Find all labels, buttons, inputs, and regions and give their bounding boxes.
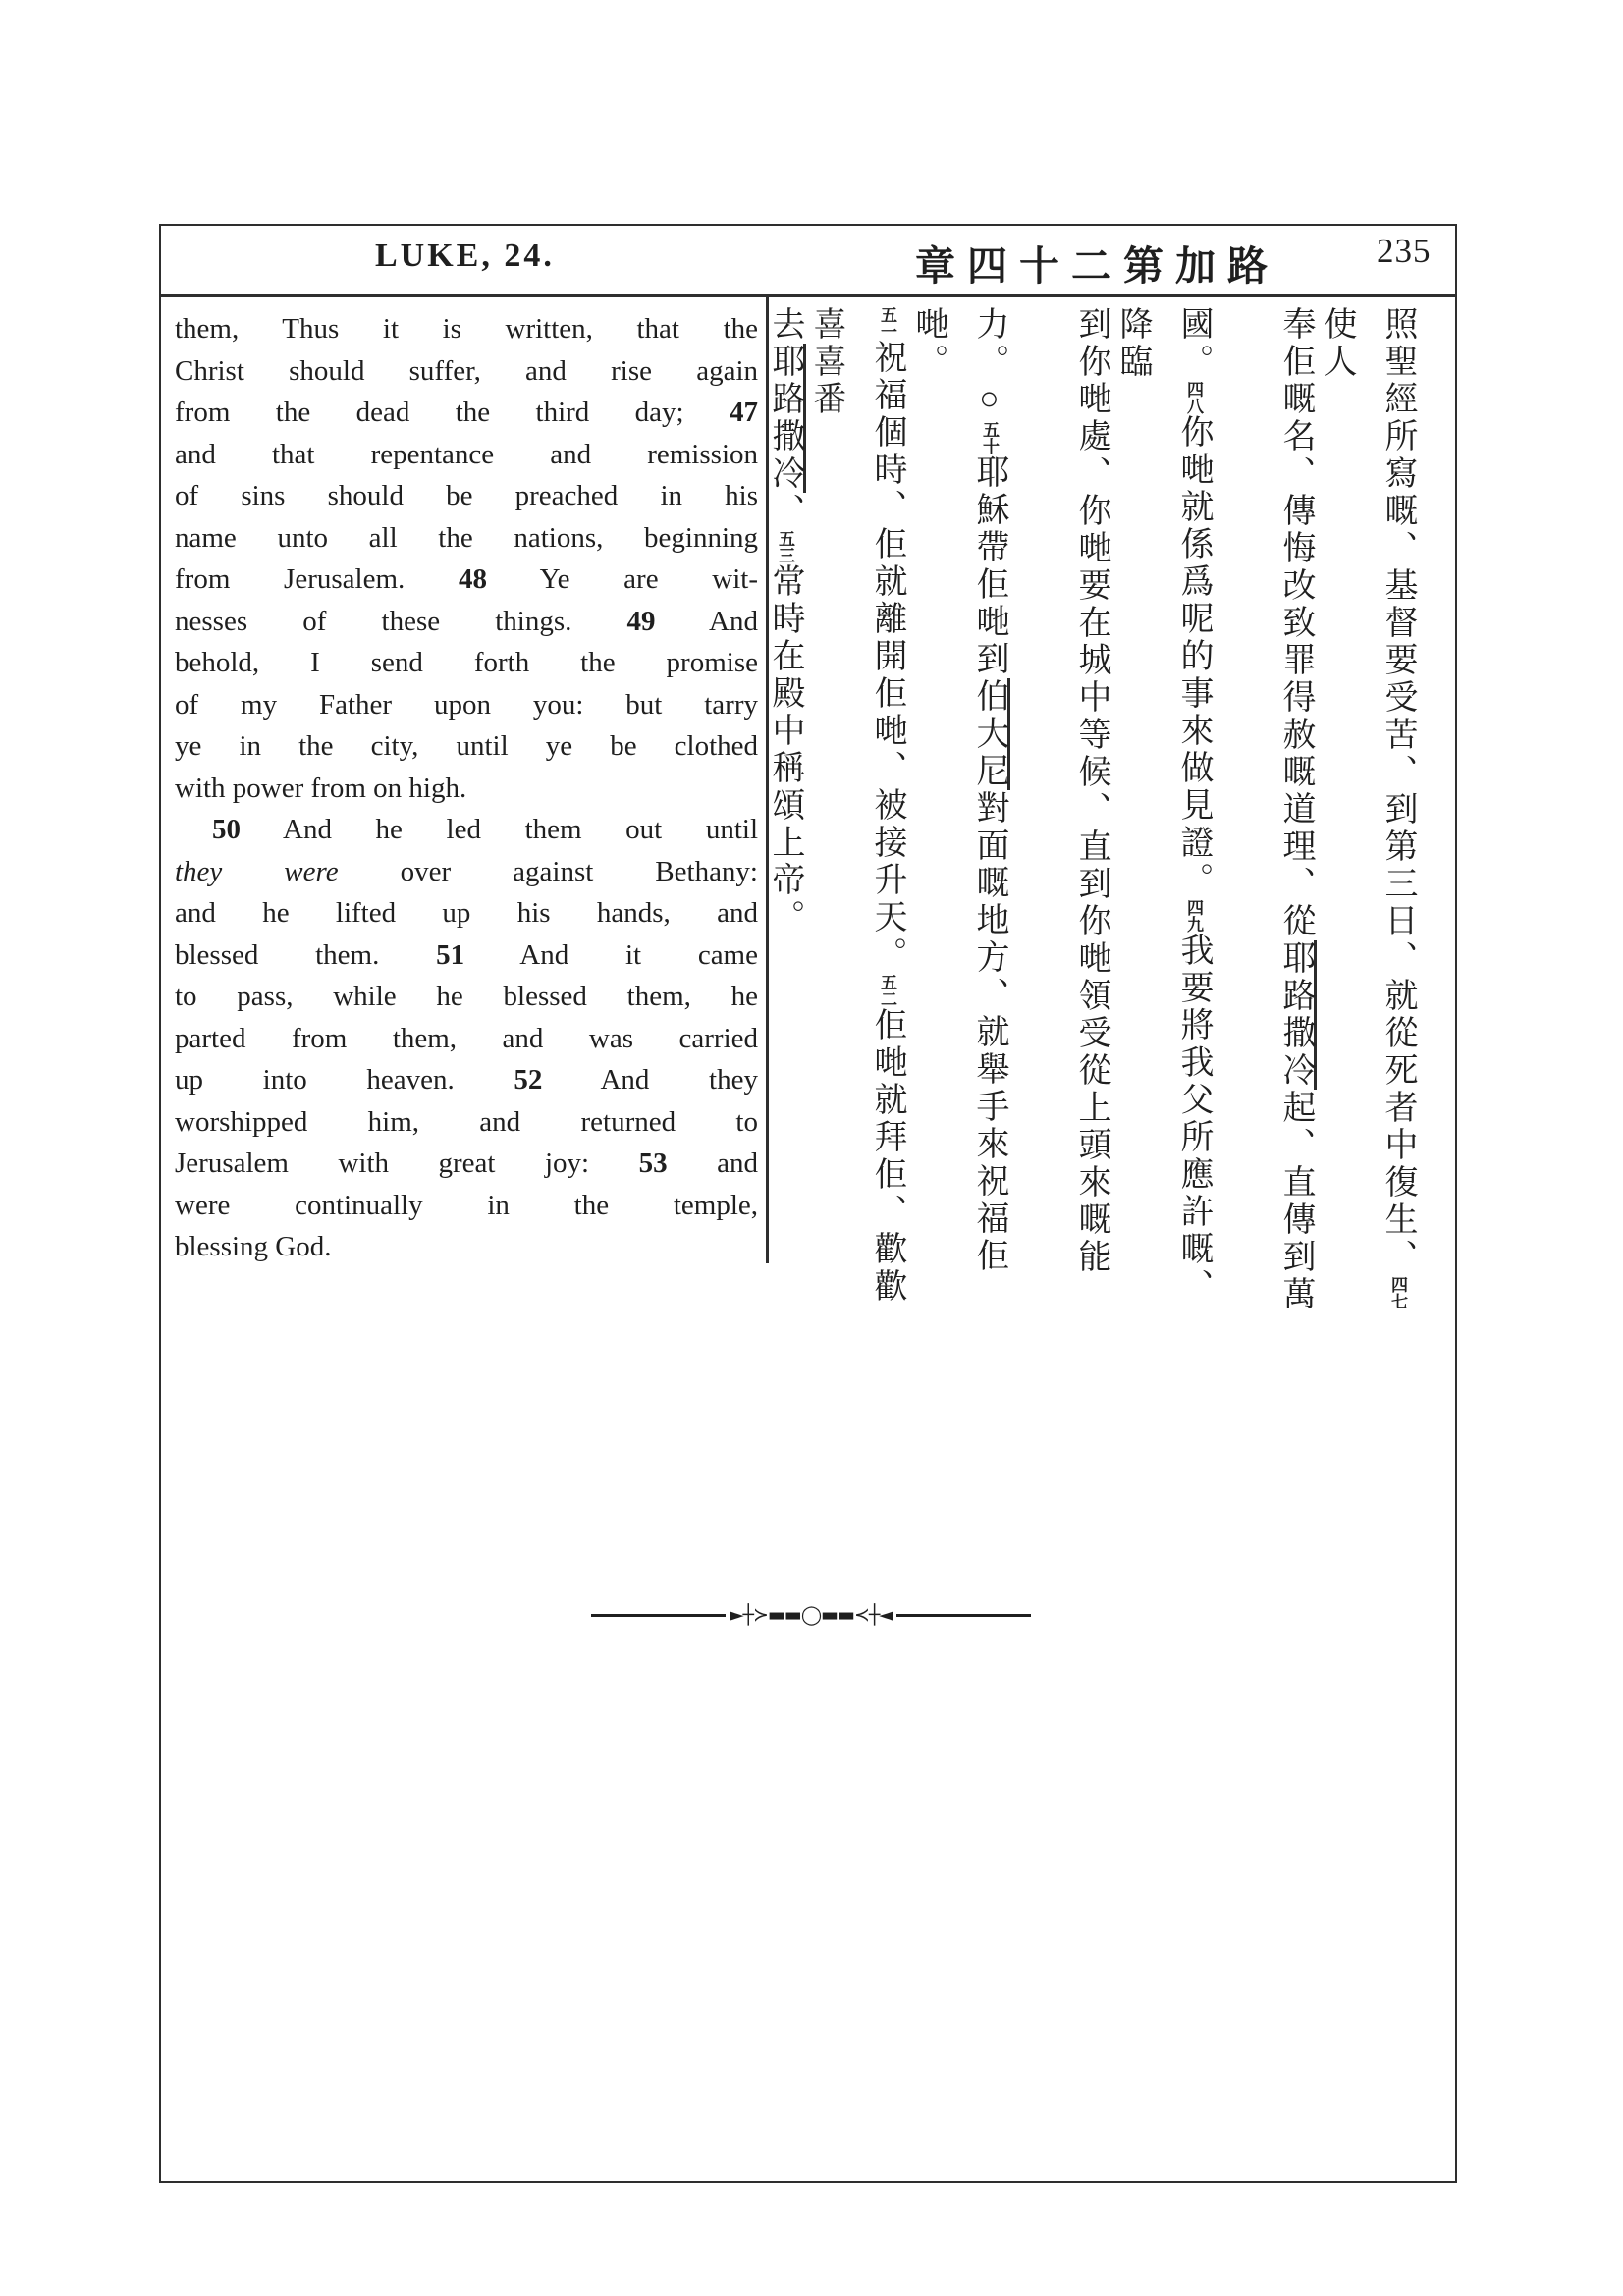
text-segment: name unto all the nations, beginning [175,521,758,554]
page-number: 235 [1377,232,1432,270]
chinese-column [1319,306,1428,1317]
verse-number: 52 [514,1064,543,1095]
chinese-run: 國。 [1175,306,1212,381]
chinese-run: 奉佢嘅名、傳悔改致罪得赦嘅道理、從 [1277,306,1314,940]
chinese-column [754,306,815,1317]
text-segment: they were [175,855,339,887]
text-segment: with power from on high. [175,772,467,804]
chinese-run: 耶穌帶佢哋到 [971,454,1007,678]
text-segment: from the dead the third day; [175,397,730,428]
proper-noun-run: 耶路撒冷 [1277,940,1317,1090]
verse-number-marker: 四九 [1184,899,1203,933]
chinese-text [754,306,1428,1317]
text-line [175,392,758,434]
chinese-run: 我要將我父所應許嘅、降臨 [1114,306,1212,1306]
english-paragraph [175,809,758,1268]
chinese-run: 起、直傳到萬 [1277,1090,1314,1313]
page-header [161,226,1455,297]
text-segment: and he lifted up his hands, and [175,897,758,929]
text-line [175,934,758,977]
text-segment: blessing God. [175,1231,332,1262]
text-segment: parted from them, and was carried [175,1022,758,1054]
verse-number: 50 [212,814,241,845]
section-divider-ornament [591,1602,1031,1628]
text-line [175,517,758,560]
text-segment: Ye are wit- [486,563,758,595]
text-line [175,559,758,601]
text-line [175,892,758,934]
chinese-run: 使人 [1319,306,1355,381]
running-title-english: LUKE, 24. [375,238,555,274]
divider-ornament-glyphs: ►┼≻▬▬◯▬▬≺┼◄ [730,1604,893,1626]
text-segment: were continually in the temple, [175,1189,758,1221]
verse-number: 53 [638,1148,668,1179]
chinese-run: 佢哋就拜佢、歡歡喜喜番 [808,306,905,1306]
text-line [175,475,758,517]
verse-number-marker: 五一 [878,306,896,340]
chinese-run: 照聖經所寫嘅、基督要受苦、到第三日、就從死者中復生、 [1380,306,1416,1276]
text-segment: from Jerusalem. [175,563,459,595]
text-line [175,1018,758,1060]
running-title-chinese: 章四十二第加路 [915,243,1279,289]
text-line [175,809,758,851]
proper-noun-run: 耶路撒冷 [767,344,806,493]
divider-line-right [896,1614,1031,1617]
chinese-run: 你哋就係爲呢的事來做見證。 [1175,414,1212,899]
english-paragraph [175,308,758,809]
text-line [175,1226,758,1268]
text-line [175,1101,758,1144]
text-segment: worshipped him, and returned to [175,1105,758,1138]
text-segment: nesses of these things. [175,605,627,637]
text-segment: And they [542,1064,758,1095]
text-segment: them, Thus it is written, that the [175,313,758,345]
verse-number-marker: 四八 [1184,381,1203,414]
text-segment: And he led them out until [241,814,758,845]
text-segment: And it came [464,938,758,971]
verse-number: 47 [730,397,758,428]
chinese-run: 去 [767,306,803,344]
verse-number-marker: 五二 [878,974,896,1007]
text-segment: and that repentance and remission [175,438,758,470]
text-line [175,725,758,768]
text-segment: and [667,1148,759,1179]
divider-line-left [591,1614,726,1617]
text-segment: And [655,605,759,637]
text-line [175,768,758,810]
chinese-column [1114,306,1223,1317]
text-segment: to pass, while he blessed them, he [175,981,758,1012]
english-text [175,308,758,1268]
chinese-column [910,306,1019,1317]
text-segment: blessed them. [175,938,437,971]
text-line [175,1143,758,1185]
text-line [175,350,758,393]
text-segment: up into heaven. [175,1064,514,1095]
text-segment: Christ should suffer, and rise again [175,354,758,387]
text-line [175,851,758,893]
chinese-run: 常時在殿中稱頌上帝。 [767,563,803,936]
chinese-run: 祝福個時、佢就離開佢哋、被接升天。 [869,340,905,974]
text-line [175,308,758,350]
chinese-run: 、 [767,493,803,530]
text-segment: of my Father upon you: but tarry [175,688,758,721]
verse-number-marker: 四七 [1388,1276,1407,1309]
page-border [159,224,1457,2183]
chinese-column [1060,306,1121,1317]
verse-number-marker: 五三 [776,530,794,563]
text-line [175,601,758,643]
chinese-run: 對面嘅地方、就舉手來祝福佢哋。 [910,306,1007,1275]
text-line [175,1185,758,1227]
text-segment: Jerusalem with great joy: [175,1148,639,1179]
text-line [175,434,758,476]
text-segment: of sins should be preached in his [175,480,758,511]
text-line [175,684,758,726]
chinese-column [808,306,917,1317]
text-line [175,642,758,684]
text-line [175,1059,758,1101]
verse-number: 51 [436,938,465,971]
verse-number-marker: 五十 [980,421,999,454]
chinese-run: 到你哋處、你哋要在城中等候、直到你哋領受從上頭來嘅能 [1073,306,1109,1276]
text-segment: ye in the city, until ye be clothed [175,730,758,762]
proper-noun-run: 伯大尼 [971,678,1010,790]
verse-number: 49 [626,605,656,637]
text-segment: behold, I send forth the promise [175,647,758,678]
chinese-column [1265,306,1325,1317]
text-segment: over against Bethany: [338,855,758,887]
chinese-run: 力。○ [971,306,1007,421]
verse-number: 48 [458,563,487,595]
text-line [175,976,758,1018]
